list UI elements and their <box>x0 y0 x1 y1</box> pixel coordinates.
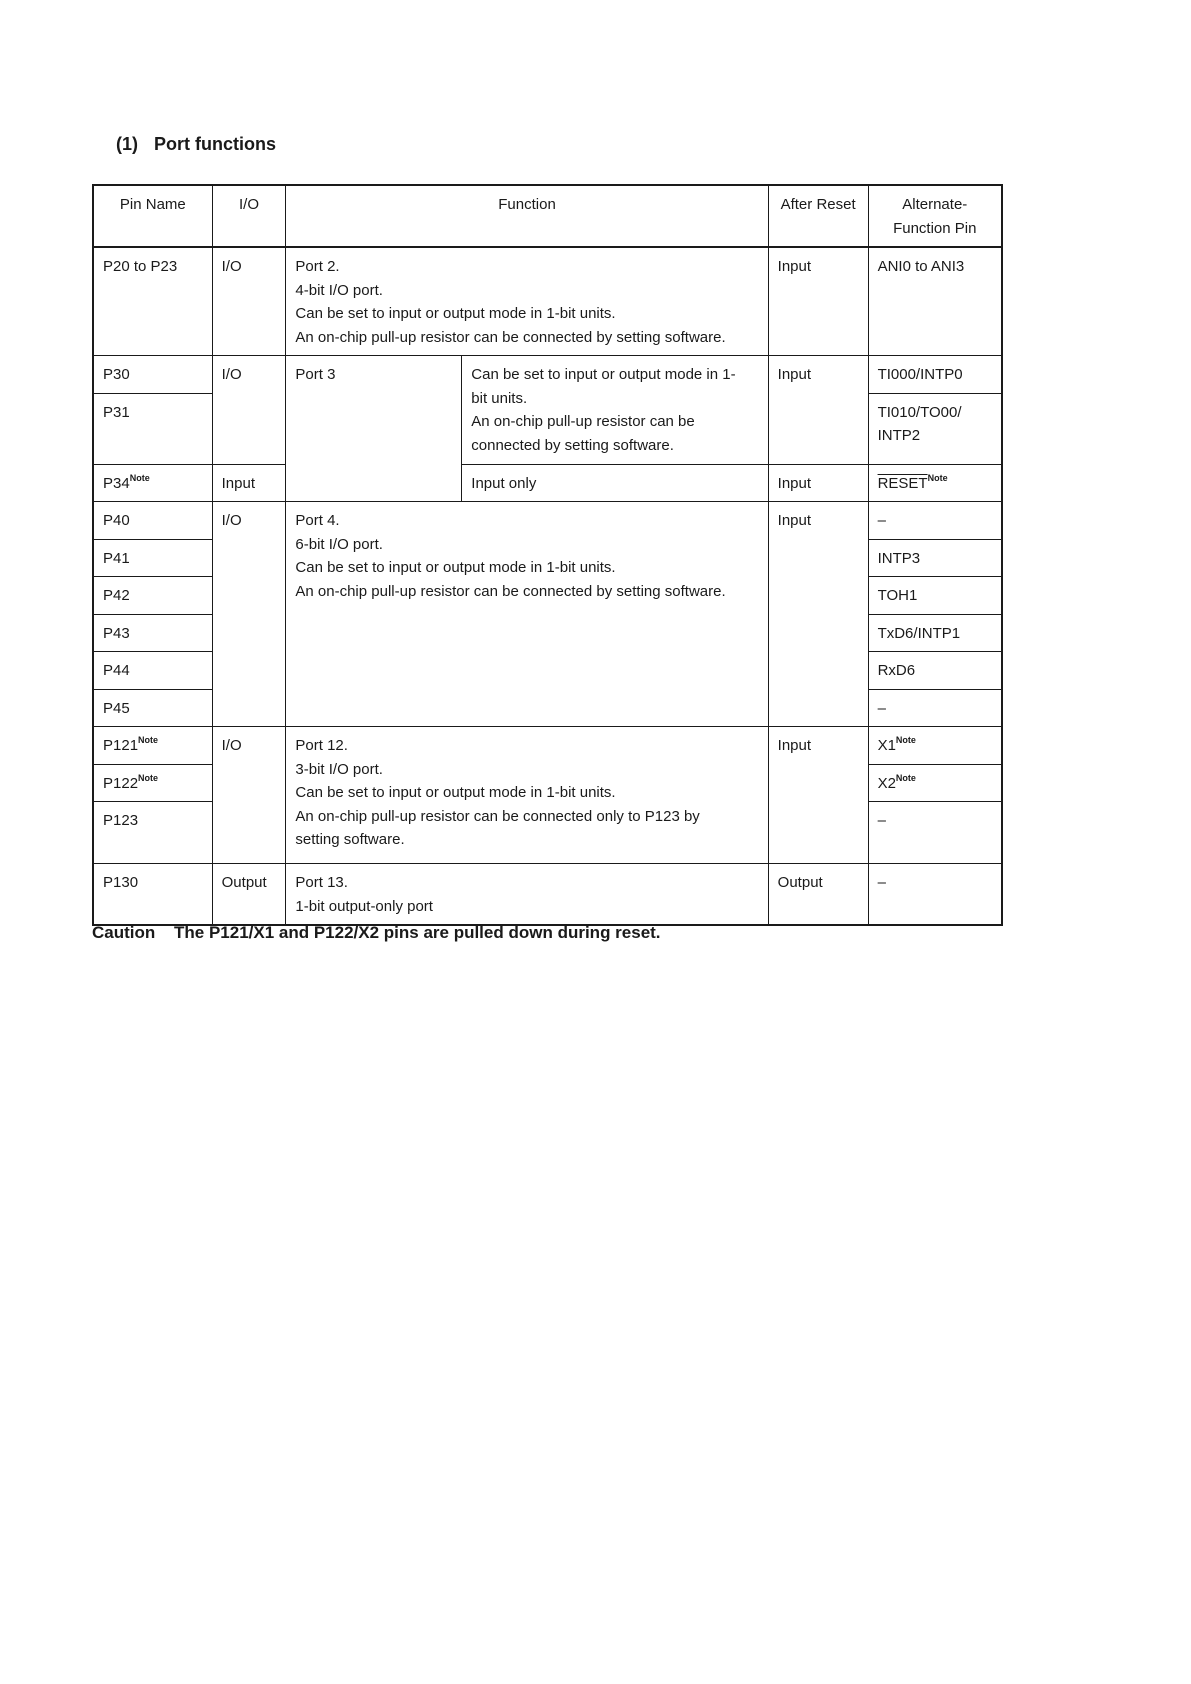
io-p3: I/O <box>212 356 286 465</box>
header-function: Function <box>286 185 768 247</box>
function-line: An on-chip pull-up resistor can be connected by setting software. <box>295 328 726 346</box>
note-mark: Note <box>895 772 916 783</box>
function-line: Port 13. <box>295 874 348 891</box>
pin-p34 <box>93 464 212 502</box>
alt-p123: – <box>868 802 1002 864</box>
pin-p121 <box>93 727 212 765</box>
function-line: Port 2. <box>295 258 340 275</box>
io-p4: I/O <box>212 502 286 727</box>
header-pin-name: Pin Name <box>93 185 212 247</box>
pin-p20-p23: P20 to P23 <box>93 247 212 356</box>
alt-p2: ANI0 to ANI3 <box>868 247 1002 356</box>
caution-label: Caution <box>92 923 156 942</box>
function-p34: Input only <box>462 464 768 502</box>
function-line: connected by setting software. <box>471 436 674 454</box>
function-line: 4-bit I/O port. <box>295 281 383 299</box>
alt-p42: TOH1 <box>868 577 1002 615</box>
alt-x2-label: X2 <box>877 774 896 792</box>
after-reset-p4: Input <box>768 502 868 727</box>
header-after-reset: After Reset <box>768 185 868 247</box>
function-port3-label: Port 3 <box>286 356 462 502</box>
function-p2 <box>286 247 768 356</box>
after-reset-p3: Input <box>768 356 868 465</box>
pin-p34-label: P34 <box>103 474 130 492</box>
function-line: Can be set to input or output mode in 1-bit units. <box>295 559 616 576</box>
note-mark: Note <box>138 772 159 783</box>
table-row-p34 <box>93 464 1002 502</box>
pin-p122 <box>93 764 212 802</box>
after-reset-p12: Input <box>768 727 868 864</box>
port-functions-table <box>92 184 1003 926</box>
pin-p31: P31 <box>93 393 212 464</box>
function-line: Port 4. <box>295 512 340 529</box>
note-mark: Note <box>895 735 916 745</box>
table-row-p40 <box>93 502 1002 540</box>
function-line: 3-bit I/O port. <box>295 760 383 778</box>
function-line: 1-bit output-only port <box>295 897 433 915</box>
function-line: An on-chip pull-up resistor can be connected only to P123 by <box>295 807 700 825</box>
header-io: I/O <box>212 185 286 247</box>
note-mark: Note <box>138 735 159 745</box>
function-line: An on-chip pull-up resistor can be connected by setting software. <box>295 582 726 600</box>
function-line: setting software. <box>295 831 405 848</box>
function-line: bit units. <box>471 389 528 407</box>
pin-p30: P30 <box>93 356 212 394</box>
function-p12 <box>286 727 768 864</box>
section-number: (1) <box>116 134 138 154</box>
table-header-row <box>93 185 1002 247</box>
header-alt-line1: Alternate- <box>902 196 968 213</box>
section-title: Port functions <box>154 134 276 154</box>
function-p13 <box>286 864 768 926</box>
pin-p123: P123 <box>93 802 212 864</box>
alt-p122 <box>868 764 1002 802</box>
alt-p130: – <box>868 864 1002 926</box>
after-reset-p130: Output <box>768 864 868 926</box>
function-line: Port 12. <box>295 737 348 754</box>
alt-line: INTP2 <box>877 427 921 444</box>
function-line: Can be set to input or output mode in 1- <box>471 366 736 383</box>
pin-p40: P40 <box>93 502 212 540</box>
alt-p44: RxD6 <box>868 652 1002 690</box>
alt-p43: TxD6/INTP1 <box>868 614 1002 652</box>
function-line: 6-bit I/O port. <box>295 535 383 553</box>
alt-p30: TI000/INTP0 <box>868 356 1002 394</box>
header-alt-line2: Function Pin <box>893 219 977 237</box>
alt-p45: – <box>868 689 1002 727</box>
caution-text: The P121/X1 and P122/X2 pins are pulled down during reset. <box>174 923 661 942</box>
function-p4 <box>286 502 768 727</box>
pin-p122-label: P122 <box>103 774 139 792</box>
alt-line: TI010/TO00/ <box>877 403 962 421</box>
table-row-p130 <box>93 864 1002 926</box>
pin-p45: P45 <box>93 689 212 727</box>
alt-reset-label: RESET <box>877 474 928 492</box>
note-mark: Note <box>927 472 948 483</box>
alt-x1-label: X1 <box>877 737 896 754</box>
function-line: Can be set to input or output mode in 1-bit units. <box>295 784 616 801</box>
io-p12: I/O <box>212 727 286 864</box>
pin-p41: P41 <box>93 539 212 577</box>
pin-p121-label: P121 <box>103 737 139 754</box>
alt-p121 <box>868 727 1002 765</box>
alt-p34 <box>868 464 1002 502</box>
function-line: Can be set to input or output mode in 1-bit units. <box>295 305 616 322</box>
after-reset-p2: Input <box>768 247 868 356</box>
io-p130: Output <box>212 864 286 926</box>
table-row-p121 <box>93 727 1002 765</box>
pin-p130: P130 <box>93 864 212 926</box>
pin-p43: P43 <box>93 614 212 652</box>
alt-p31 <box>868 393 1002 464</box>
section-heading <box>116 134 276 155</box>
function-line: An on-chip pull-up resistor can be <box>471 413 695 430</box>
table-row-p2 <box>93 247 1002 356</box>
io-p34: Input <box>212 464 286 502</box>
caution-note <box>92 923 661 943</box>
function-p3 <box>462 356 768 465</box>
header-alternate-function <box>868 185 1002 247</box>
pin-p44: P44 <box>93 652 212 690</box>
table-row-p30 <box>93 356 1002 394</box>
after-reset-p34: Input <box>768 464 868 502</box>
note-mark: Note <box>129 472 150 483</box>
pin-p42: P42 <box>93 577 212 615</box>
alt-p40: – <box>868 502 1002 540</box>
io-p2: I/O <box>212 247 286 356</box>
alt-p41: INTP3 <box>868 539 1002 577</box>
